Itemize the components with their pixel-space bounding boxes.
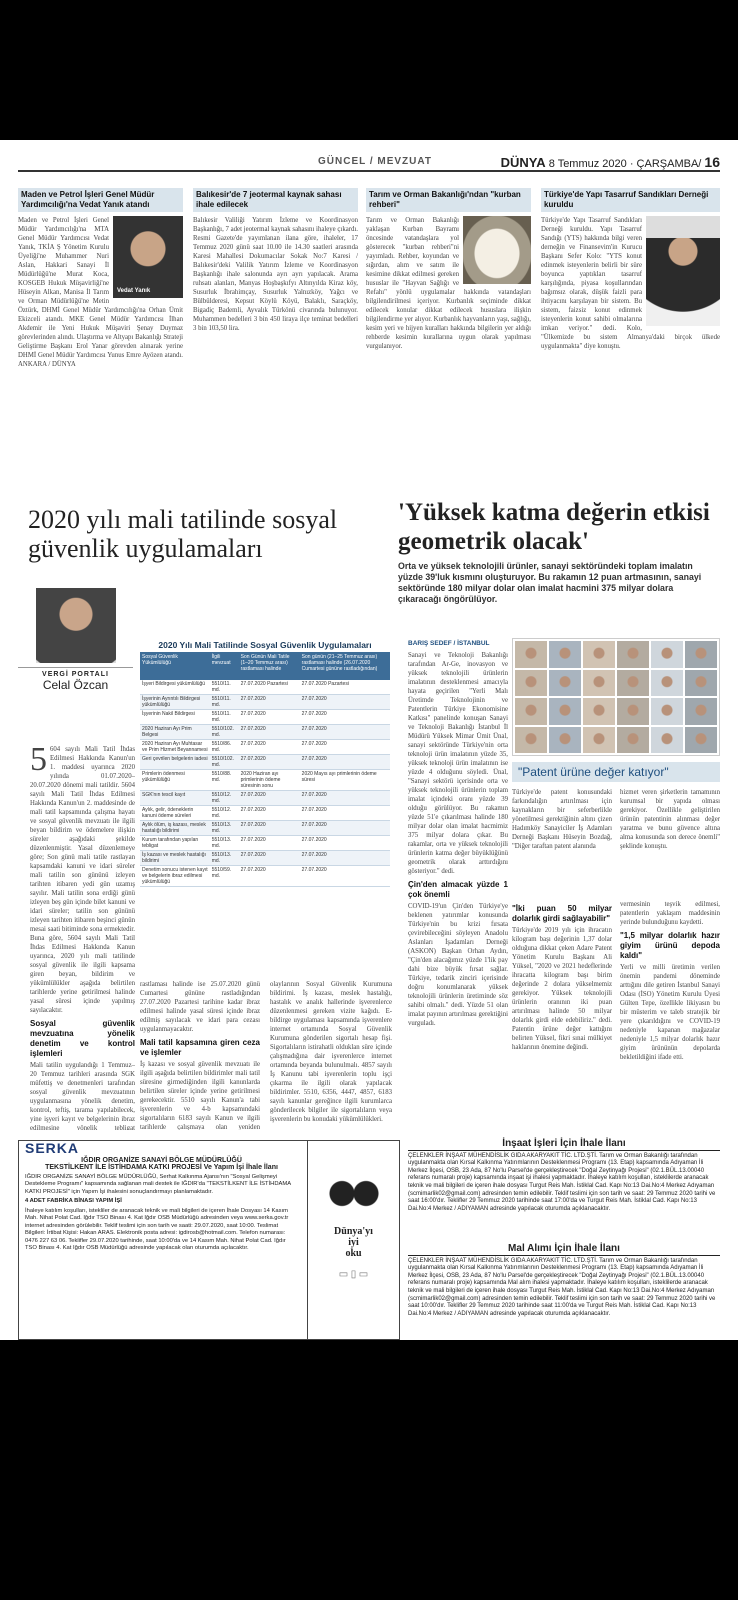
- table-cell: 27.07.2020: [239, 806, 300, 821]
- ad-title: IĞDIR ORGANİZE SANAYİ BÖLGE MÜDÜRLÜĞÜ: [81, 1156, 242, 1164]
- table-row: [140, 680, 390, 695]
- article-body: rastlaması halinde ise 25.07.2020 günü Cumartesi gününe rastladığından 27.07.2020 Pazartesi tarihine kadar ibraz edilmesi halinde yasal süresi içinde ibraz edilmiş sayılacak ve idari para cezası uygulanmayacaktır.: [140, 981, 260, 1033]
- ad-body: IĞDIR ORGANİZE SANAYİ BÖLGE MÜDÜRLÜĞÜ, Serhat Kalkınma Ajansı'nın "Sosyal Gelişmeyi Destekleme Programı" kapsamında sağlanan mali destek ile IĞDIR'da "TEKSTİLKENT İLE İSTİHDAMA KATKI PROJESİ" için Yapım İşi ihalesini sonuçlandırmayı planlamaktadır.: [25, 1173, 291, 1195]
- table-cell: 5510/11. md.: [210, 680, 239, 695]
- right-article-col2: [512, 900, 612, 1125]
- table-cell: 27.07.2020: [239, 821, 300, 836]
- column-name: VERGİ PORTALI: [18, 667, 133, 678]
- article-title: 'Yüksek katma değerin etkisi geometrik olacak': [398, 499, 710, 555]
- table-row: [140, 770, 390, 791]
- news-title: Balıkesir'de 7 jeotermal kaynak sahası ihale edilecek: [193, 188, 358, 212]
- participant-tile: [685, 641, 717, 668]
- construction-tender-ad: [408, 1140, 720, 1240]
- participant-tile: [583, 698, 615, 725]
- photo-caption: Vedat Yanık: [117, 288, 151, 294]
- table-cell: İş kazası ve meslek hastalığı bildirimi: [140, 851, 210, 866]
- table-row: [140, 695, 390, 710]
- ad-body: ÇELENKLER İNŞAAT MÜHENDİSLİK GIDA AKARYAKIT TİC. LTD.ŞTİ. Tarım ve Orman Bakanlığı tarafından uygulanmakta olan Kırsal Kalkınma Yatırımlarının Desteklenmesi Programı (13. Etap) kapsamında Adıyaman İli Merkez İlçesi, OSB, 23 Ada, 87 No'lu Parsel'de gerçekleştirecek "Doğal Zeytinyağı Projesi" (02.1.BÜL.13.00040 referans numaralı proje) kapsamında inşaat işi ihalesi yapmaktadır. İhaleye katılım koşulları, isteklilerde aranacak teknik ve mali bilgileri de içeren ihale dosyası Turgut Reis Mah. İstiklal Cad. Kapı No:13 Dai.No:4 Merkez Adıyaman (scmimarlik02@gmail.com) adresinden temin edilebilir. Teklif teslimi için son tarih ve saat: 29 Temmuz 2020 tarihi ve saat 16:00'dır. Teklifler 29 Temmuz 2020 tarihinde saat 17:00'da ve Turgut Reis Mah. İstiklal Cad. Kapı No:13 Dai.No:4 Merkez / ADIYAMAN adresinde yapılacak oturumda açıklanacaktır.: [408, 1152, 716, 1212]
- subheading: Mali tatil kapsamına giren ceza ve işlemler: [140, 1038, 260, 1057]
- news-brief-4: [541, 188, 720, 478]
- ad-line: oku: [345, 1248, 362, 1259]
- subheading: Sosyal güvenlik mevzuatına yönelik denetim ve kontrol işlemleri: [30, 1019, 135, 1058]
- table-cell: Denetim sonucu istenen kayıt ve belgelerin ibraz edilmesi yükümlülüğü: [140, 866, 210, 887]
- table-row: [140, 791, 390, 806]
- table-body: [140, 680, 390, 887]
- news-briefs: [18, 188, 720, 488]
- participant-tile: [651, 670, 683, 697]
- participant-tile: [617, 670, 649, 697]
- table-cell: 27.07.2020: [300, 725, 390, 740]
- video-conference-photo: [512, 638, 720, 756]
- issue-date: 8 Temmuz 2020 · ÇARŞAMBA/: [548, 158, 702, 170]
- box-col-left: [512, 788, 612, 888]
- table-cell: 2020 Haziran Ayı Prim Belgesi: [140, 725, 210, 740]
- table-header: Son Günün Mali Tatile (1–20 Temmuz arası) rastlaması halinde: [239, 652, 300, 680]
- table-cell: 27.07.2020: [300, 836, 390, 851]
- author-name: Celal Özcan: [42, 678, 109, 692]
- table-cell: 27.07.2020 Pazartesi: [300, 680, 390, 695]
- participant-tile: [515, 641, 547, 668]
- subheading: "İki puan 50 milyar dolarlık girdi sağlayabilir": [512, 904, 612, 923]
- serka-logo: SERKA: [25, 1140, 80, 1156]
- participant-tile: [685, 727, 717, 754]
- ad-line: iyi: [348, 1237, 359, 1248]
- table-cell: 27.07.2020: [239, 791, 300, 806]
- left-article-title-block: [18, 505, 363, 563]
- left-article-col1: [30, 745, 135, 1130]
- news-title: Maden ve Petrol İşleri Genel Müdür Yardımcılığı'na Vedat Yanık atandı: [18, 188, 183, 212]
- table-cell: 27.07.2020: [300, 821, 390, 836]
- paper-name: DÜNYA: [500, 155, 546, 170]
- participant-tile: [617, 641, 649, 668]
- table-cell: 27.07.2020: [239, 725, 300, 740]
- participant-tile: [651, 698, 683, 725]
- article-body: Yerli ve milli üretimin verilen önemin pandemi döneminde arttığını dile getiren İstanbul Sanayi Odası (İSO) Yönetim Kurulu Üyesi Gülten Tepe, özellikle likiyasın bu bir müsterim ve taleb stratejik bir yere çıkarıldığını ve COVID-19 nedeniyle kapanan mağazalar nedeniyle 1,5 milyar dolarlık hazır giyim ürününün depolarda bekletildiğini ifade etti.: [620, 964, 720, 1061]
- article-body: hizmet veren şirketlerin tamamının kurumsal bir yapıda olması gerekiyor. Özellikle geliştirilen ürünün patentinin alınması değer yaratma ve bunu güvence altına alma konusunda son derece önemli" şeklinde konuştu.: [620, 789, 720, 850]
- participant-tile: [685, 670, 717, 697]
- table-cell: 27.07.2020: [239, 851, 300, 866]
- table-cell: 27.07.2020: [300, 866, 390, 887]
- participant-tile: [685, 698, 717, 725]
- table-cell: 5510/59. md.: [210, 866, 239, 887]
- table-cell: 27.07.2020: [239, 836, 300, 851]
- table-cell: 27.07.2020: [300, 806, 390, 821]
- table-row: [140, 821, 390, 836]
- person-photo: [646, 216, 720, 326]
- ad-details: İhaleye katılım koşulları, istekliler de aranacak teknik ve mali bilgileri de içeren İhale Dosyası 14 Kasım Mah. Nihat Polat Cad. Iğdır TSO Binası 4. Kat Iğdır OSB Müdürlüğü adresinden veya www.serka.gov.tr internet adresinden görülebilir. Teklif teslimi için son tarih ve saati: 29.07.2020, saat 10:00. Teslimat Bilgileri: İrtibat Kişisi: Hakan ARAS. Elektronik posta adresi: igdirosb@hotmail.com. Telefon numarası: 0476 227 63 06. Teklifler 29.07.2020 tarihinde, saat 10:00'da ve 14 Kasım Mah. Nihat Polat Cad. Iğdır TSO Binası 4. Kat Iğdır OSB Müdürlüğü adresinde yapılacak olan oturumda açılacaktır.: [25, 1207, 289, 1251]
- ad-subheading: 4 ADET FABRİKA BİNASI YAPIM İŞİ: [25, 1198, 122, 1204]
- news-title: Tarım ve Orman Bakanlığı'ndan "kurban rehberi": [366, 188, 531, 212]
- page-header: [18, 152, 720, 172]
- device-icons: ▭ ▯ ▭: [338, 1269, 369, 1280]
- right-article-title-block: [398, 498, 718, 605]
- table-row: [140, 836, 390, 851]
- news-brief-3: [366, 188, 531, 478]
- article-body: 604 sayılı Mali Tatil İhdas Edilmesi Hakkında Kanun'un 1. maddesi uyarınca 2020 yılında 01.07.2020–20.07.2020 dönemi mali tatildir. 5604 sayılı Mali Tatil İhdas Edilmesi Hakkında Kanun'un 2. maddesinde de mali tatil kapsamında çalışma hayatı ve sosyal güvenlik mevzuatı ile ilgili beyan bildirim ve ödemelere ilişkin süreler aşağıdaki şekilde düzenlenmiştir. Yasal düzenlemeye göre; Son günü mali tatile rastlayan kapsamdaki kanuni ve idari süreler mali tatilin son gününü izleyen tarihten itibaren yedi gün uzamış sayılır. Mali tatilin sona erdiği günü izleyen beş gün içinde bilet kanuni ve idari süreler; tatilin son gününü izleyen tarihten itibaren beşinci günün mesai saati bitiminde sona ermektedir. Buna göre, 5604 sayılı Mali Tatil İhdas Edilmesi Hakkında Kanun uyarınca, 2020 yılı mali tatilinde sosyal güvenlik ile ilgili kapsama giren beyan, bildirim ve yükümlülükler aşağıda belirtilen tarihlerde yerine getirilmesi halinde yasal süresi içinde yapılmış sayılacaktır.: [30, 746, 135, 1014]
- news-body: Balıkesir Valiliği Yatırım İzleme ve Koordinasyon Başkanlığı, 7 adet jeotermal kaynak sahasını ihaleye çıkardı. Resmi Gazete'de yayımlanan ilana göre, ihaleler, 17 Temmuz 2020 günü saat 10.00 ile 14.30 saatleri arasında Karesi Mahallesi Dokumacılar Sokak No:7 Karesi / Balıkesir'deki Valilik Yatırım İzleme ve Koordinasyon Başkanlığı ihale salonunda ayrı ayrı yapılacak. Arama ruhsatı alanları, Manyas Hoşbaşkıfyı Altınyılda Kiraz köy, Susurluk İbrahimçay, Susurluk Yalnızköy, Yağcı ve Bülbülderesi, Kepsut Köylü Köyü, Balaklı, Saraçköy, Bigadiç Bademli, Ayvalık Türkönü civarında bulunuyor. Muhammen bedelleri 3 bin 450 liraya ilçe teminat bedelleri 3 bin 103,50 lira.: [193, 217, 358, 332]
- participant-tile: [549, 641, 581, 668]
- box-subheading: "Patent ürüne değer katıyor": [512, 762, 720, 782]
- table-cell: 27.07.2020: [300, 695, 390, 710]
- table-cell: 2020 Haziran ayı primlerinin ödeme süresinin sonu: [239, 770, 300, 791]
- table-row: [140, 806, 390, 821]
- table-cell: 27.07.2020: [300, 791, 390, 806]
- news-body: Tarım ve Orman Bakanlığı yaklaşan Kurban Bayramı öncesinde vatandaşlara yol gösterecek "kurban rehberi"ni yayımladı. Rehber, koyundan ve sığırdan, alım ve satım ile kesimine dikkat edilmesi gereken hususlar ile "Hayvan Sağlığı ve Refahı" yönlü uygulamalar hakkında vatandaşları bilgilendirilmesi içeriyor. Kurbanlık seçiminde dikkat edilecek konular dikkat edilecek hususlara ilişkin bilgilendirme yer alıyor. Kurbanlık hayvanların yaşı, sağlığı, kesim yeri ve hijyen kuralları hakkında bilgilerin yer aldığı rehberde kesimin kurallarına uygun olarak yapılması vurgulanıyor.: [366, 217, 531, 350]
- table-row: [140, 851, 390, 866]
- table-cell: 5510/11. md.: [210, 695, 239, 710]
- table-cell: 27.07.2020: [239, 866, 300, 887]
- article-body: vermesinin teşvik edilmesi, patentlerin yaklaşım maddesinin yerinde bulunduğunu kaydetti.: [620, 901, 720, 926]
- article-body: olaylarının Sosyal Güvenlik Kurumuna bildirimi. İş kazası, meslek hastalığı, hastalık ve analık hallerinde işverenlerce düzenlenmesi gereken vizite kağıdı. E-bildirge uygulaması kapsamında işverenlere internet ortamında Sosyal Güvenlik Kurumuna gönderilen sigortalı hesap fişi. Sigortalıların istirahatli olduklan süre içinde çalışmadığına dair işverenlerce internet ortamında beyanda bulunulmalı. 4857 sayılı İş Kanunu tabi işverenlerin toplu işçi çıkarma ile ilgili olarak yapılacak bildirimler. 5510, 6356, 4447, 4857, 6183 sayılı kanunlar gereğince ilgili kurumlarca gönderilecek bilgiler ile sigortalıların veya işverenlerin bu konudaki yükümlülükleri.: [270, 981, 392, 1123]
- table-cell: 5510/12. md.: [210, 806, 239, 821]
- participant-tile: [583, 670, 615, 697]
- ad-subtitle: TEKSTİLKENT İLE İSTİHDAMA KATKI PROJESİ Ve Yapım İşi İhale İlanı: [45, 1164, 278, 1171]
- table-cell: 27.07.2020: [239, 755, 300, 770]
- table-cell: 5510/102. md.: [210, 725, 239, 740]
- participant-tile: [549, 727, 581, 754]
- news-photo: [113, 216, 183, 298]
- drop-cap: 5: [30, 745, 47, 778]
- table-header: Sosyal Güvenlik Yükümlülüğü: [140, 652, 210, 680]
- news-body: Türkiye'de Yapı Tasarruf Sandıkları Derneği kuruldu. Yapı Tasarruf Sandığı (YTS) hakkında bilgi veren derneğin ve Finansevim'in Kurucu Başkanı Sefer Kolo: "YTS konut edinmek isteyenlerin belirli bir süre boyunca yaptıkları tasarruf karşılığında, piyasa koşullarından bağımsız olarak, düşük faizli para ihtiyacını karşılayan bir sistem. Bu sistem, faizsiz konut edinmek isteyenlerin konut sahibi olmalarına imkan veriyor." dedi. Kolo, "Ülkemizde bu sistem Almanya'daki birçok ülkede uygulanmakta" diye konuştu.: [541, 217, 720, 350]
- article-title: 2020 yılı mali tatilinde sosyal güvenlik uygulamaları: [28, 505, 338, 563]
- table-cell: 5510/13. md.: [210, 821, 239, 836]
- article-body: Sanayi ve Teknoloji Bakanlığı tarafından Ar-Ge, inovasyon ve yüksek teknolojili ürünlerin imalatının desteklenmesi amacıyla hayata geçirilen "Yerli Malı Üretimde Teknolojinin ve Patentlerin Türkiye Ekonomisine Katkısı" panelinde konuşan Sanayi ve Teknoloji Bakanlığı İstanbul İl Müdürü Yüksek Mimar Ümit Ünal, sanayi sektöründe Türkiye'nin orta teknoloji ürün imalatının yüzde 35, yüksek teknoloji ürün imalatının ise yüzde 4 olduğunu söyledi. Ünal, "Sanayi sektörü içerisinde orta ve yüksek teknolojili ürünlerin toplam imalat içindeki oranı yüzde 39 olduğu görülüyor. Bu rakamın yüzde 51'e çıkarılması halinde 180 milyar dolar olan imalat hacmimiz 375 milyar dolara çıkar. Bu rakamlar, orta ve yüksek teknolojili ürünlerin katma değer büyüklüğünü geometrik olarak arttırdığını gösteriyor." dedi.: [408, 652, 508, 875]
- table-cell: 27.07.2020: [239, 695, 300, 710]
- table-cell: 5510/11. md.: [210, 710, 239, 725]
- participant-tile: [583, 641, 615, 668]
- ad-line: Dünya'yı: [334, 1226, 373, 1237]
- article-body: İş kazası ve sosyal güvenlik mevzuatı ile ilgili aşağıda belirtilen bildirimler mali tatil süresine girmediğinden ilgili kanunlarda belirtilen süreler içinde yerine getirilmesi gerekecektir. 5510 sayılı Kanun'a tabi işverenlerin ve 4-b kapsamındaki sigortalıların 6183 sayılı Kanun ve ilgili tarihlerde çalışmaya olan yeniden: [140, 1061, 260, 1130]
- article-body: Türkiye'de 2019 yılı için ihracatın kilogram başı değerinin 1,37 dolar olduğuna dikkat çeken Adare Patent Yönetim Kurulu Başkanı Ali Yüksel, "2020 ve 2021 hedeflerinde ihracatta kilogram başı birim değerinde 2 dolara yükselmemiz gerekiyor. Yüksek teknolojili ürünlerin oranının iki puan artırılması halinde 50 milyar dolarlık girdi elde edebiliriz." dedi. Patentin ürüne değer kattığını belirten Yüksel, fikri sınai mülkiyet haklarının önemine değindi.: [512, 927, 612, 1051]
- table-cell: 27.07.2020 Pazartesi: [239, 680, 300, 695]
- advertisements: [18, 1140, 400, 1340]
- table-cell: 5510/13. md.: [210, 851, 239, 866]
- author-photo: [36, 588, 116, 663]
- ad-title: Mal Alımı İçin İhale İlanı: [408, 1245, 720, 1256]
- subheading: "1,5 milyar dolarlık hazır giyim ürünü depoda kaldı": [620, 931, 720, 960]
- table-cell: 5510/13. md.: [210, 836, 239, 851]
- news-brief-2: [193, 188, 358, 478]
- table-cell: 27.07.2020: [300, 851, 390, 866]
- table-cell: 27.07.2020: [239, 710, 300, 725]
- table-row: [140, 710, 390, 725]
- news-brief-1: [18, 188, 183, 478]
- table-cell: İşyeri Bildirgesi yükümlülüğü: [140, 680, 210, 695]
- table-row: [140, 740, 390, 755]
- table-cell: 5510/102. md.: [210, 755, 239, 770]
- page-number: 16: [704, 154, 720, 170]
- table-row: [140, 725, 390, 740]
- left-article-col2: [140, 980, 260, 1130]
- table-cell: 5510/88. md.: [210, 770, 239, 791]
- table-cell: 2020 Mayıs ayı primlerinin ödeme süresi: [300, 770, 390, 791]
- table-row: [140, 755, 390, 770]
- ad-body: ÇELENKLER İNŞAAT MÜHENDİSLİK GIDA AKARYAKIT TİC. LTD.ŞTİ. Tarım ve Orman Bakanlığı tarafından uygulanmakta olan Kırsal Kalkınma Yatırımlarının Desteklenmesi Programı (13. Etap) kapsamında Adıyaman İli Merkez İlçesi, OSB, 23 Ada, 87 No'lu Parsel'de gerçekleştirecek "Doğal Zeytinyağı Projesi" (02.1.BÜL.13.00040 referans numaralı proje) kapsamında Mal alım ihalesi yapmaktadır. İhaleye katılım koşulları, isteklilerde aranacak teknik ve mali bilgileri de içeren ihale dosyası Turgut Reis Mah. İstiklal Cad. Kapı No:13 Dai.No:4 Merkez Adıyaman (scmimarlik02@gmail.com) adresinden temin edilebilir. Teklif teslimi için son tarih ve saat: 29 Temmuz 2020 tarihi ve saat 10:00'dır. Teklifler 29 Temmuz 2020 tarihinde saat 11:00'da ve Turgut Reis Mah. İstiklal Cad. Kapı No:13 Dai.No:4 Merkez / ADIYAMAN adresinde yapılacak oturumda açıklanacaktır.: [408, 1257, 716, 1317]
- news-title: Türkiye'de Yapı Tasarruf Sandıkları Derneği kuruldu: [541, 188, 720, 212]
- participant-tile: [515, 727, 547, 754]
- article-body: Mali tatilin uygulandığı 1 Temmuz–20 Temmuz tarihleri arasında SGK müfettiş ve denetmenleri tarafından sosyal güvenlik mevzuatının uygulanmasına yönelik denetim, kontrol, teftiş, tarama yapılabilecek, yine işyeri kayıt ve belgelerinin ibraz edilmesine yönelik tebligat: [30, 1062, 135, 1130]
- paper-info: [501, 154, 720, 170]
- sheep-photo: [463, 216, 531, 284]
- participant-tile: [549, 698, 581, 725]
- article-body: Türkiye'de patent konusundaki farkındalığın artırılması için kaynakların bir seferberlikle yönetilmesi gerektiğinin altını çizen Hadımköy Sanayiciler İş Adamları Derneği Başkanı Hüseyin Bozdağ, "Diğer taraftan patent alanında: [512, 789, 612, 850]
- data-table: [140, 652, 390, 887]
- right-article-col1: [408, 635, 508, 1120]
- newspaper-page: [0, 140, 738, 1340]
- table-cell: İşyerinin Nakil Bildirgesi: [140, 710, 210, 725]
- participant-tile: [549, 670, 581, 697]
- participant-tile: [583, 727, 615, 754]
- right-article-col3: [620, 900, 720, 1125]
- ad-title: İnşaat İşleri İçin İhale İlanı: [408, 1140, 720, 1151]
- serka-ad: [19, 1141, 304, 1339]
- table-cell: 2020 Haziran Ayı Muhtasar ve Prim Hizmet Beyannamesi: [140, 740, 210, 755]
- article-body: COVID-19'un Çin'den Türkiye'ye beklenen yatırımlar konusunda Türkiye'nin bu krizi fırsata çevirebileceğini söyleyen Anadolu Aslanları İşadamları Derneği (ASKON) Başkan Orhan Aydın, "Çin'den alacağımız yüzde 1'lik pay dahi bize büyük fırsat sağlar. Türkiye, tedarik zinciri içerisinde doğru konumlanarak yüksek teknolojili ürünlerin üretiminde söz sahibi olmalı." dedi. Yüzde 51 olan imalat payının artırılması gerektiğini vurguladı.: [408, 903, 508, 1027]
- participant-tile: [515, 698, 547, 725]
- left-article-col3: [270, 980, 392, 1130]
- table-title: 2020 Yılı Mali Tatilinde Sosyal Güvenlik Uygulamaları: [158, 640, 372, 650]
- table-cell: 27.07.2020: [300, 710, 390, 725]
- participant-tile: [617, 727, 649, 754]
- table-cell: 5510/12. md.: [210, 791, 239, 806]
- participant-tile: [617, 698, 649, 725]
- section-label: GÜNCEL / MEVZUAT: [318, 156, 432, 167]
- participant-tile: [651, 641, 683, 668]
- table-cell: Geri çevrilen belgelerin iadesi: [140, 755, 210, 770]
- table-header: İlgili mevzuat: [210, 652, 239, 680]
- table-cell: 27.07.2020: [300, 740, 390, 755]
- table-cell: 27.07.2020: [300, 755, 390, 770]
- dunya-ad: [307, 1141, 399, 1339]
- goods-tender-ad: [408, 1245, 720, 1340]
- table-cell: SGK'nın tescil kayıt: [140, 791, 210, 806]
- participant-tile: [651, 727, 683, 754]
- byline: BARIŞ SEDEF / İSTANBUL: [408, 640, 490, 647]
- table-header: Son günün (21–25 Temmuz arası) rastlaması halinde (26.07.2020 Cumartesi gününe rastladığından): [300, 652, 390, 680]
- news-body: Maden ve Petrol İşleri Genel Müdür Yardımcılığı'na MTA Genel Müdür Yardımcısı Vedat Yanık, TKİA Ş Yönetim Kurulu Üyeliği'ne Muhammer Nuri Aslan, Hakkari Sanayi İl Müdürlüğü'ne Murat Koca, KOSGEB Hukuk Müşavirliği'ne Hüseyin Alkan, Manisa İl Tarım ve Orman Müdürlüğü'ne Metin Öztürk, DHMİ Genel Müdür Yardımcılığı'na Orhan Ümit Ekizceli atandı. MKE Genel Müdür Yardımcısı İlhan Akdemir ile Yeni Hukuk Müşaviri Şenay Duymaz görevlerinden alındı. Ulaştırma ve Altyapı Bakanlığı Strateji Geliştirme Başkanı Erol Yanar görevden alınarak yerine DHMİ Genel Müdür Yardımcısı Yunus Emre Ayözen atandı. ANKARA / DÜNYA: [18, 217, 183, 368]
- social-security-table: [140, 640, 390, 970]
- table-cell: 5510/86. md.: [210, 740, 239, 755]
- participant-tile: [515, 670, 547, 697]
- table-cell: 27.07.2020: [239, 740, 300, 755]
- subheading: Çin'den almacak yüzde 1 çok önemli: [408, 880, 508, 899]
- table-cell: Aylık, gelir, ödeneklerin kanuni ödeme süreleri: [140, 806, 210, 821]
- table-cell: İşyerinin Ayrıntılı Bildirgesi yükümlülüğü: [140, 695, 210, 710]
- table-cell: Kurum tarafından yapılan tebligat: [140, 836, 210, 851]
- binoculars-icon: [324, 1171, 384, 1216]
- article-lead: Orta ve yüksek teknolojili ürünler, sanayi sektöründeki toplam imalatın yüzde 39'luk kısmını oluşturuyor. Bu rakamın 12 puan artmasının, sanayi sektöründe 180 milyar dolar olan imalat hacmini 375 milyar dolara çıkaracağı öngörülüyor.: [398, 561, 702, 604]
- table-row: [140, 866, 390, 887]
- table-cell: Aylık ölüm, iş kazası, meslek hastalığı bildirimi: [140, 821, 210, 836]
- table-cell: Primlerin ödenmesi yükümlülüğü: [140, 770, 210, 791]
- box-col-right: [620, 788, 720, 888]
